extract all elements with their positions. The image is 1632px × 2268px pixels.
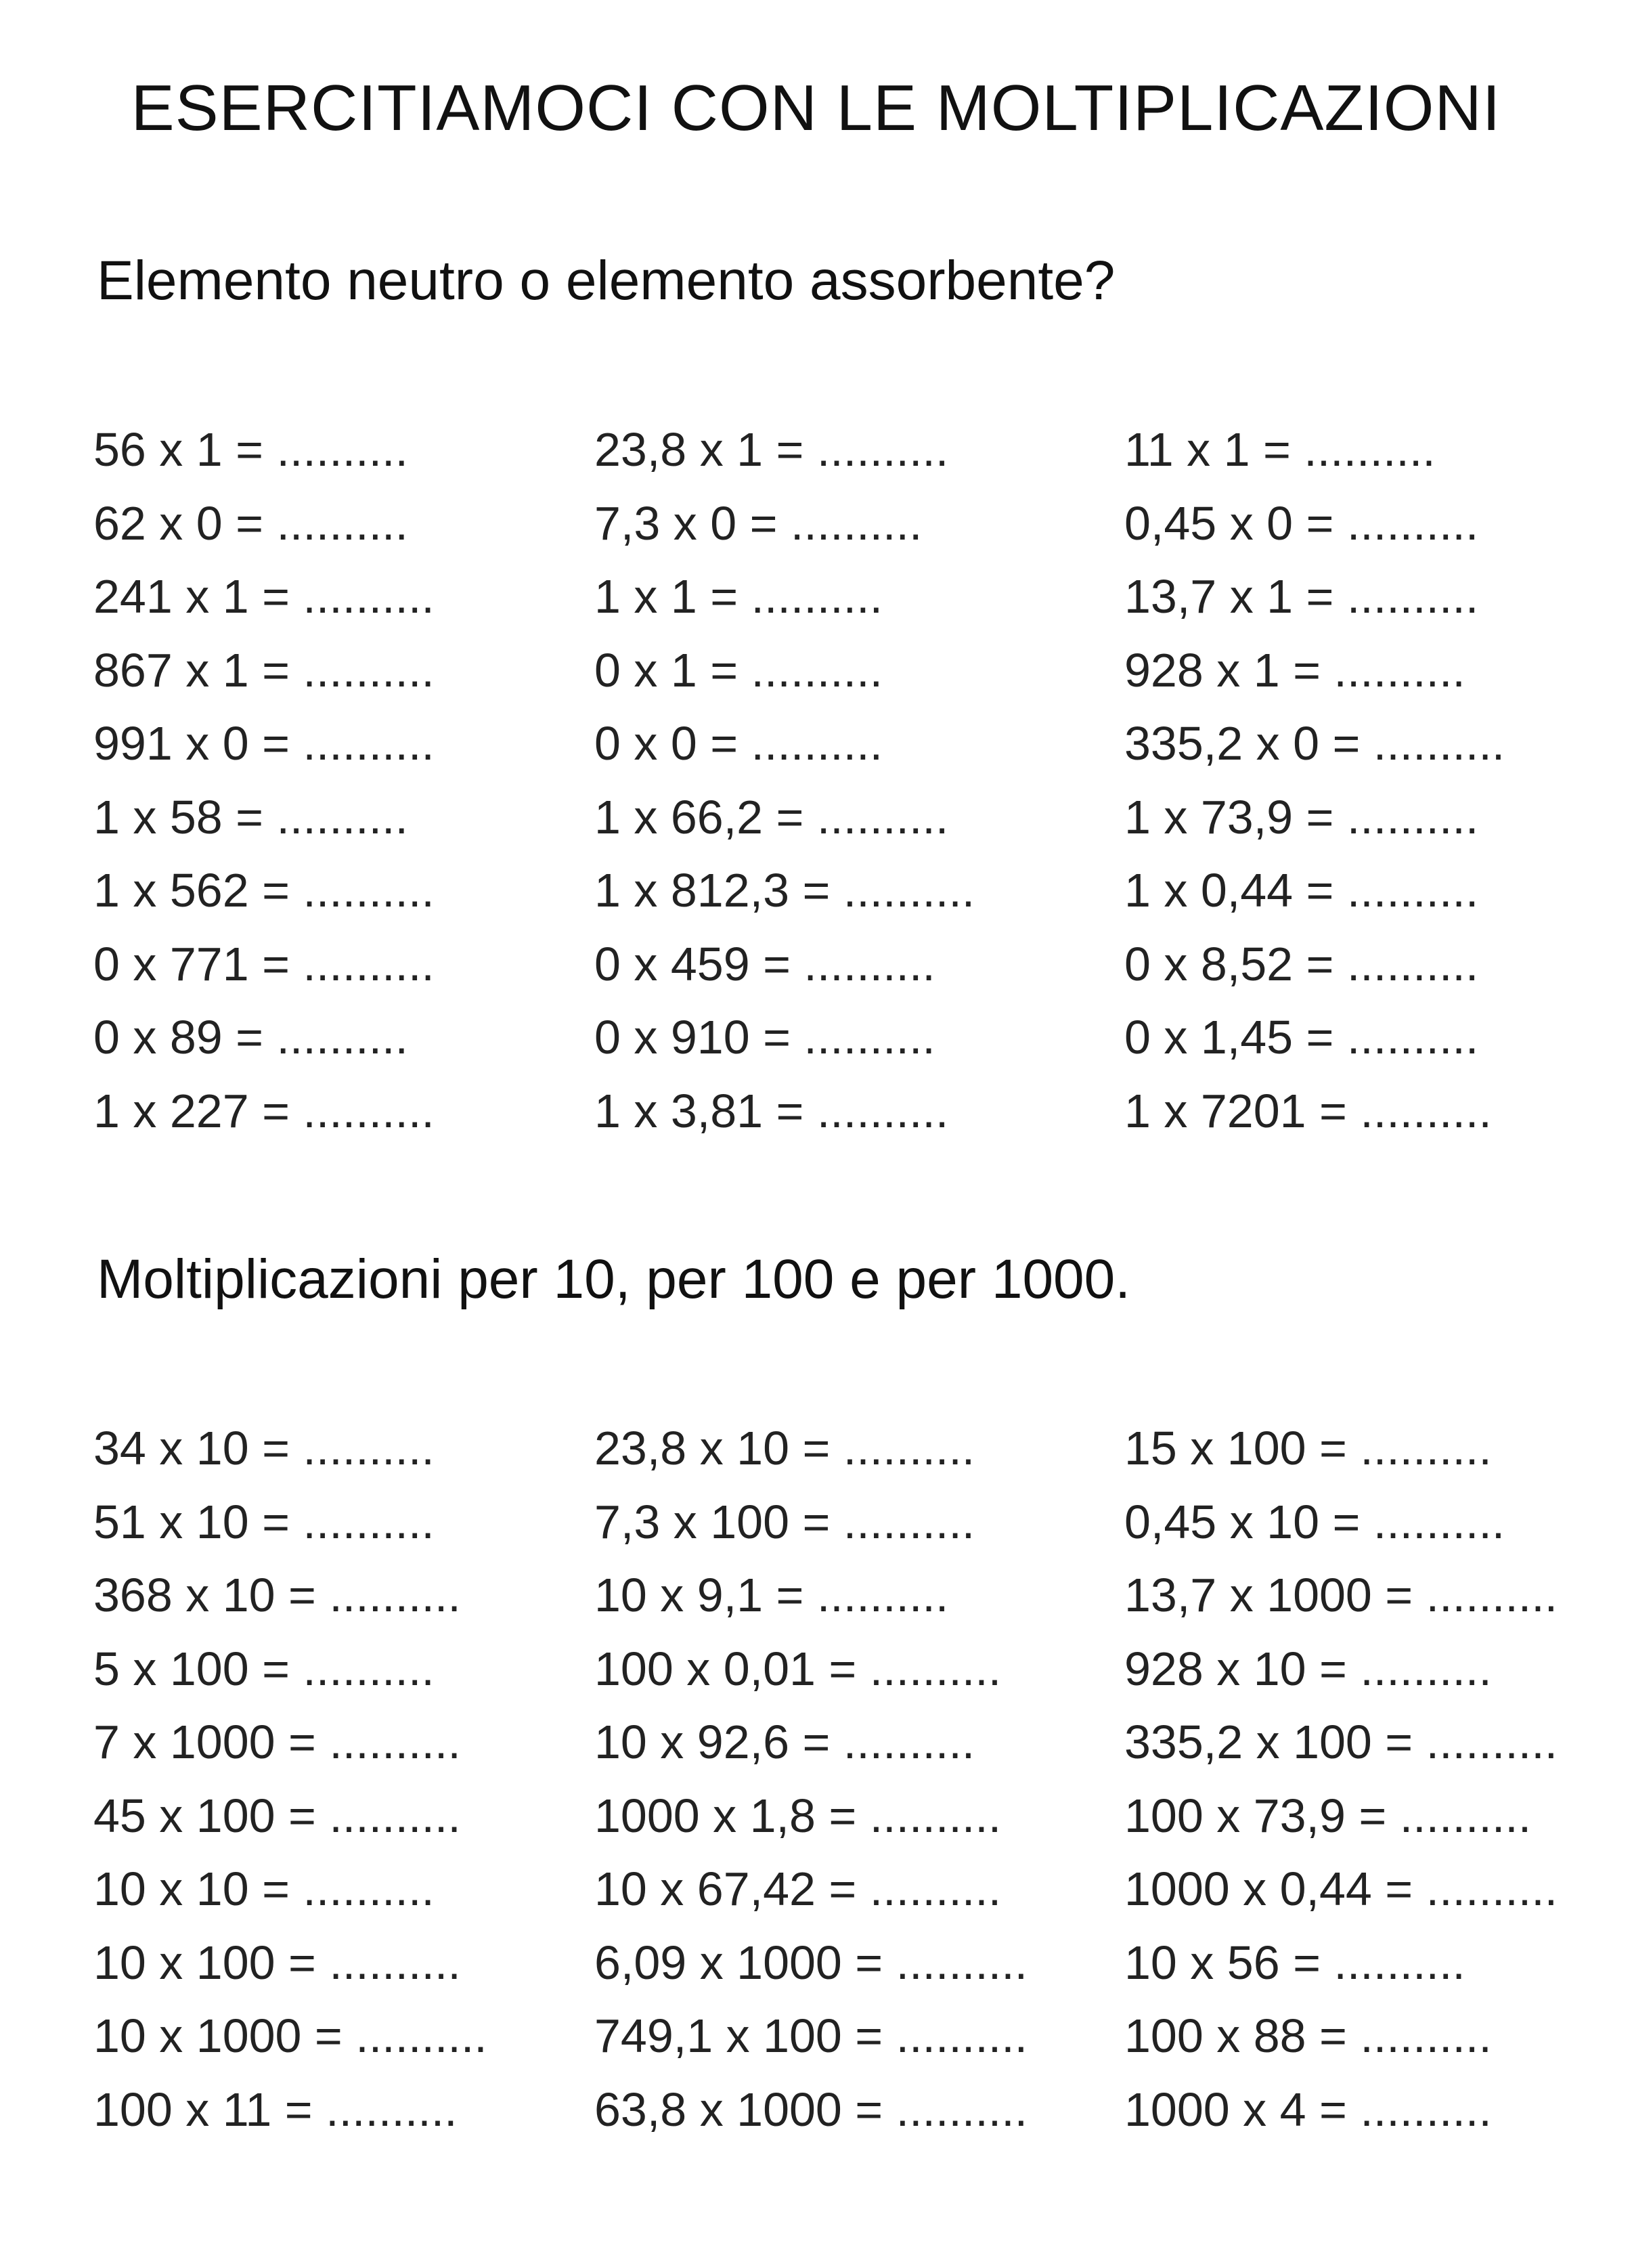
exercise-item: 1 x 7201 = .......... xyxy=(1124,1084,1492,1137)
exercise-item: 11 x 1 = .......... xyxy=(1124,423,1436,476)
exercise-item: 368 x 10 = .......... xyxy=(93,1569,461,1621)
exercise-item: 5 x 100 = .......... xyxy=(93,1642,435,1695)
exercise-item: 0 x 89 = .......... xyxy=(93,1011,408,1064)
exercise-item: 10 x 10 = .......... xyxy=(93,1862,435,1915)
exercise-column xyxy=(594,413,975,1148)
exercise-item: 1000 x 0,44 = .......... xyxy=(1124,1862,1558,1915)
exercise-item: 63,8 x 1000 = .......... xyxy=(594,2082,1028,2136)
page-title: ESERCITIAMOCI CON LE MOLTIPLICAZIONI xyxy=(131,72,1501,144)
exercise-item: 7 x 1000 = .......... xyxy=(93,1716,461,1768)
section-heading-powers-of-ten: Moltiplicazioni per 10, per 100 e per 1000. xyxy=(97,1248,1131,1310)
exercise-item: 10 x 100 = .......... xyxy=(93,1936,461,1989)
exercise-item: 0 x 8,52 = .......... xyxy=(1124,937,1479,990)
section-heading-neutral-absorbing: Elemento neutro o elemento assorbente? xyxy=(97,250,1116,311)
exercise-item: 34 x 10 = .......... xyxy=(93,1422,435,1475)
exercise-item: 1 x 73,9 = .......... xyxy=(1124,790,1479,844)
exercise-item: 241 x 1 = .......... xyxy=(93,570,435,623)
exercise-item: 100 x 88 = .......... xyxy=(1124,2009,1492,2062)
exercise-item: 45 x 100 = .......... xyxy=(93,1789,461,1842)
exercise-column xyxy=(93,1412,487,2146)
exercise-column xyxy=(1124,1412,1558,2146)
exercise-column xyxy=(594,1412,1028,2146)
exercise-item: 100 x 0,01 = .......... xyxy=(594,1642,1002,1695)
exercise-item: 15 x 100 = .......... xyxy=(1124,1422,1492,1475)
exercise-item: 62 x 0 = .......... xyxy=(93,496,408,550)
exercise-item: 0 x 459 = .......... xyxy=(594,937,935,990)
exercise-column xyxy=(1124,413,1505,1148)
exercise-item: 51 x 10 = .......... xyxy=(93,1495,435,1548)
exercise-item: 56 x 1 = .......... xyxy=(93,423,408,476)
exercise-item: 10 x 56 = .......... xyxy=(1124,1936,1465,1989)
exercise-item: 100 x 73,9 = .......... xyxy=(1124,1789,1532,1842)
exercise-item: 1 x 58 = .......... xyxy=(93,790,408,844)
exercise-item: 0 x 1,45 = .......... xyxy=(1124,1011,1479,1064)
exercise-item: 867 x 1 = .......... xyxy=(93,643,435,697)
exercise-item: 7,3 x 0 = .......... xyxy=(594,496,923,550)
exercise-item: 1 x 1 = .......... xyxy=(594,570,883,623)
exercise-item: 10 x 67,42 = .......... xyxy=(594,1862,1002,1915)
exercise-item: 10 x 92,6 = .......... xyxy=(594,1716,975,1768)
exercise-item: 1 x 812,3 = .......... xyxy=(594,864,975,917)
exercise-item: 749,1 x 100 = .......... xyxy=(594,2009,1028,2062)
exercise-item: 1000 x 1,8 = .......... xyxy=(594,1789,1002,1842)
exercise-item: 10 x 1000 = .......... xyxy=(93,2009,487,2062)
exercise-item: 1 x 227 = .......... xyxy=(93,1084,435,1137)
exercise-item: 1000 x 4 = .......... xyxy=(1124,2082,1492,2136)
exercise-item: 13,7 x 1 = .......... xyxy=(1124,570,1479,623)
exercise-item: 1 x 3,81 = .......... xyxy=(594,1084,949,1137)
exercise-item: 6,09 x 1000 = .......... xyxy=(594,1936,1028,1989)
exercise-item: 1 x 562 = .......... xyxy=(93,864,435,917)
exercise-item: 335,2 x 0 = .......... xyxy=(1124,717,1505,770)
exercise-item: 7,3 x 100 = .......... xyxy=(594,1495,975,1548)
exercise-item: 13,7 x 1000 = .......... xyxy=(1124,1569,1558,1621)
exercise-item: 1 x 0,44 = .......... xyxy=(1124,864,1479,917)
exercise-item: 0 x 910 = .......... xyxy=(594,1011,935,1064)
exercise-column xyxy=(93,413,435,1148)
exercise-item: 0 x 771 = .......... xyxy=(93,937,435,990)
exercise-item: 100 x 11 = .......... xyxy=(93,2082,458,2136)
exercise-item: 1 x 66,2 = .......... xyxy=(594,790,949,844)
exercise-item: 10 x 9,1 = .......... xyxy=(594,1569,949,1621)
exercise-item: 928 x 1 = .......... xyxy=(1124,643,1465,697)
exercise-item: 23,8 x 1 = .......... xyxy=(594,423,949,476)
exercise-item: 0 x 1 = .......... xyxy=(594,643,883,697)
exercise-item: 991 x 0 = .......... xyxy=(93,717,435,770)
exercise-item: 0,45 x 0 = .......... xyxy=(1124,496,1479,550)
exercise-item: 0 x 0 = .......... xyxy=(594,717,883,770)
exercise-item: 928 x 10 = .......... xyxy=(1124,1642,1492,1695)
exercise-item: 23,8 x 10 = .......... xyxy=(594,1422,975,1475)
exercise-item: 335,2 x 100 = .......... xyxy=(1124,1716,1558,1768)
exercise-item: 0,45 x 10 = .......... xyxy=(1124,1495,1505,1548)
